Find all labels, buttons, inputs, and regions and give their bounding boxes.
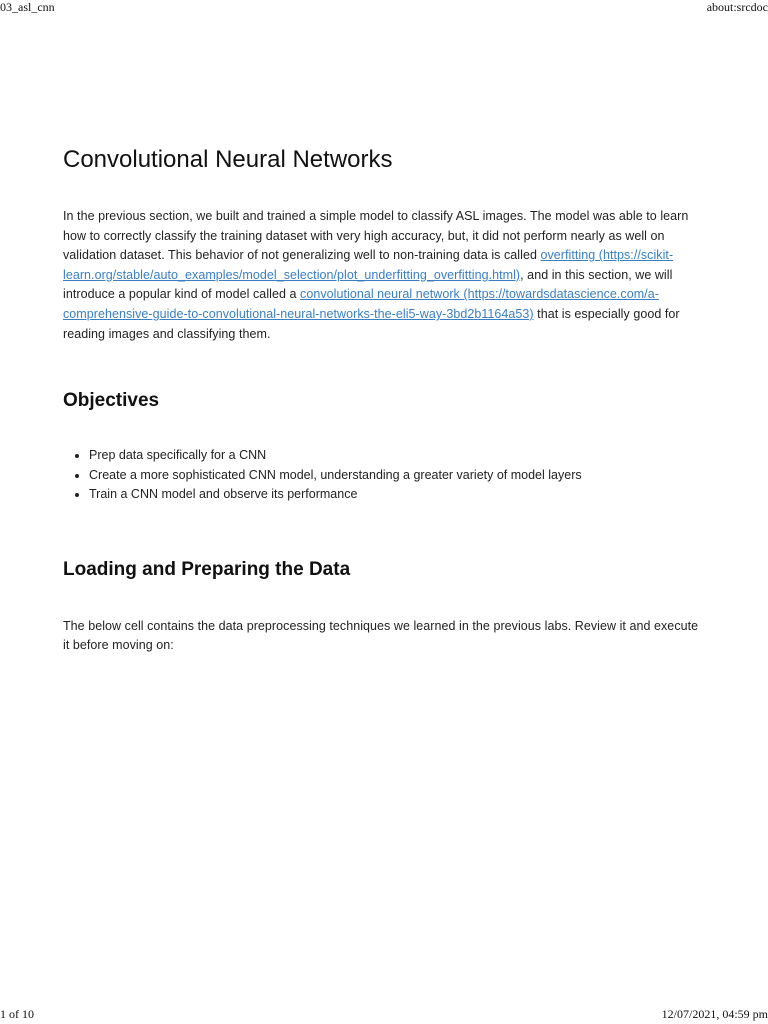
list-item: • Create a more sophisticated CNN model, understanding a greater variety of model layers	[89, 466, 703, 486]
list-item: • Train a CNN model and observe its performance	[89, 485, 703, 505]
objectives-heading: Objectives	[63, 390, 160, 412]
print-header-url: about:srcdoc	[706, 0, 768, 14]
intro-text-2: , and in this section, we will introduce a popular kind of model called a	[63, 267, 673, 302]
notebook-content	[63, 140, 703, 656]
objectives-list	[63, 446, 703, 505]
loading-paragraph: The below cell contains the data preprocessing techniques we learned in the previous labs. Review it and execute it before moving on:	[63, 618, 699, 653]
print-footer-datetime: 12/07/2021, 04:59 pm	[661, 1007, 768, 1021]
intro-paragraph	[63, 207, 703, 344]
print-header-title: 03_asl_cnn	[0, 0, 55, 14]
overfitting-link[interactable]: overfitting (https://scikit-learn.org/stable/auto_examples/model_selection/plot_underfitting_overfitting.html)	[63, 248, 674, 282]
list-item: • Prep data specifically for a CNN	[89, 446, 703, 466]
intro-text-1: In the previous section, we built and trained a simple model to classify ASL images. The model was able to learn how to correctly classify the training dataset with very high accuracy, but, it did not perform nearly as well on validation dataset. This behavior of not generalizing well to non-training data is called	[63, 209, 689, 263]
page-title: Convolutional Neural Networks	[63, 146, 393, 173]
intro-text-3: that is especially good for reading images and classifying them.	[63, 306, 680, 341]
cnn-link[interactable]: convolutional neural network (https://towardsdatascience.com/a-comprehensive-guide-to-convolutional-neural-networks-the-eli5-way-3bd2b1164a53)	[63, 287, 659, 321]
print-footer-page: 1 of 10	[0, 1007, 34, 1021]
loading-heading: Loading and Preparing the Data	[63, 558, 351, 580]
